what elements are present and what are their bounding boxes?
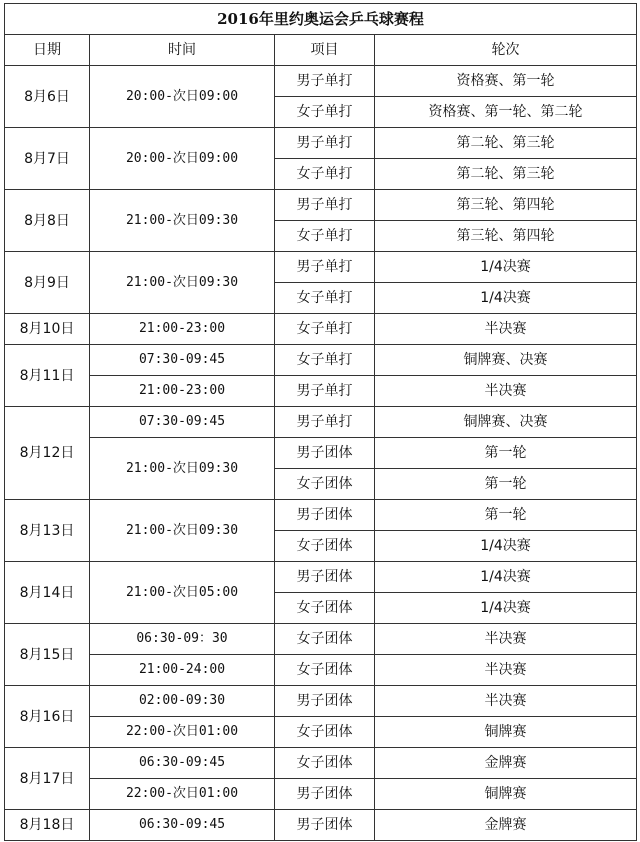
- date-cell: 8月15日: [5, 624, 90, 686]
- table-row: [5, 686, 637, 717]
- time-cell: 06:30-09:45: [90, 810, 275, 841]
- round-cell: 第二轮、第三轮: [375, 128, 637, 159]
- time-cell: 21:00-23:00: [90, 314, 275, 345]
- table-row: [5, 407, 637, 438]
- table-row: [5, 624, 637, 655]
- table-row: [5, 128, 637, 159]
- event-cell: 女子团体: [275, 717, 375, 748]
- table-row: [5, 717, 637, 748]
- event-cell: 男子单打: [275, 252, 375, 283]
- event-cell: 男子团体: [275, 779, 375, 810]
- time-cell: 20:00-次日09:00: [90, 66, 275, 128]
- header-date: 日期: [5, 35, 90, 66]
- event-cell: 女子单打: [275, 283, 375, 314]
- round-cell: 半决赛: [375, 376, 637, 407]
- event-cell: 女子单打: [275, 345, 375, 376]
- date-cell: 8月11日: [5, 345, 90, 407]
- round-cell: 第一轮: [375, 500, 637, 531]
- table-row: [5, 345, 637, 376]
- time-cell: 21:00-次日09:30: [90, 252, 275, 314]
- date-cell: 8月9日: [5, 252, 90, 314]
- event-cell: 女子单打: [275, 221, 375, 252]
- event-cell: 女子团体: [275, 531, 375, 562]
- time-cell: 02:00-09:30: [90, 686, 275, 717]
- round-cell: 半决赛: [375, 314, 637, 345]
- header-round: 轮次: [375, 35, 637, 66]
- date-cell: 8月7日: [5, 128, 90, 190]
- round-cell: 第一轮: [375, 438, 637, 469]
- table-row: [5, 376, 637, 407]
- time-cell: 07:30-09:45: [90, 407, 275, 438]
- event-cell: 男子单打: [275, 190, 375, 221]
- event-cell: 女子单打: [275, 159, 375, 190]
- time-cell: 06:30-09:45: [90, 748, 275, 779]
- time-cell: 20:00-次日09:00: [90, 128, 275, 190]
- table-row: [5, 655, 637, 686]
- event-cell: 男子单打: [275, 376, 375, 407]
- round-cell: 1/4决赛: [375, 593, 637, 624]
- round-cell: 1/4决赛: [375, 531, 637, 562]
- table-title: 2016年里约奥运会乒乓球赛程: [5, 4, 637, 35]
- round-cell: 铜牌赛、决赛: [375, 345, 637, 376]
- time-cell: 07:30-09:45: [90, 345, 275, 376]
- event-cell: 女子团体: [275, 624, 375, 655]
- round-cell: 第三轮、第四轮: [375, 221, 637, 252]
- round-cell: 金牌赛: [375, 810, 637, 841]
- table-row: [5, 779, 637, 810]
- event-cell: 男子团体: [275, 438, 375, 469]
- date-cell: 8月10日: [5, 314, 90, 345]
- time-cell: 21:00-次日09:30: [90, 190, 275, 252]
- time-cell: 21:00-次日05:00: [90, 562, 275, 624]
- round-cell: 铜牌赛: [375, 717, 637, 748]
- round-cell: 第一轮: [375, 469, 637, 500]
- header-time: 时间: [90, 35, 275, 66]
- event-cell: 女子单打: [275, 314, 375, 345]
- event-cell: 女子团体: [275, 469, 375, 500]
- round-cell: 1/4决赛: [375, 283, 637, 314]
- round-cell: 资格赛、第一轮、第二轮: [375, 97, 637, 128]
- date-cell: 8月14日: [5, 562, 90, 624]
- date-cell: 8月8日: [5, 190, 90, 252]
- event-cell: 男子团体: [275, 562, 375, 593]
- header-row: [5, 35, 637, 66]
- table-row: [5, 190, 637, 221]
- table-row: [5, 252, 637, 283]
- round-cell: 半决赛: [375, 624, 637, 655]
- date-cell: 8月12日: [5, 407, 90, 500]
- round-cell: 第三轮、第四轮: [375, 190, 637, 221]
- event-cell: 男子团体: [275, 810, 375, 841]
- table-row: [5, 500, 637, 531]
- round-cell: 第二轮、第三轮: [375, 159, 637, 190]
- time-cell: 22:00-次日01:00: [90, 779, 275, 810]
- table-row: [5, 314, 637, 345]
- event-cell: 男子单打: [275, 407, 375, 438]
- time-cell: 21:00-24:00: [90, 655, 275, 686]
- event-cell: 女子团体: [275, 655, 375, 686]
- date-cell: 8月16日: [5, 686, 90, 748]
- schedule-table: [4, 3, 637, 841]
- round-cell: 1/4决赛: [375, 252, 637, 283]
- round-cell: 金牌赛: [375, 748, 637, 779]
- event-cell: 男子团体: [275, 686, 375, 717]
- date-cell: 8月17日: [5, 748, 90, 810]
- table-row: [5, 438, 637, 469]
- table-row: [5, 562, 637, 593]
- date-cell: 8月13日: [5, 500, 90, 562]
- time-cell: 22:00-次日01:00: [90, 717, 275, 748]
- table-row: [5, 748, 637, 779]
- table-row: [5, 810, 637, 841]
- event-cell: 女子单打: [275, 97, 375, 128]
- round-cell: 半决赛: [375, 655, 637, 686]
- date-cell: 8月6日: [5, 66, 90, 128]
- round-cell: 半决赛: [375, 686, 637, 717]
- event-cell: 男子团体: [275, 500, 375, 531]
- title-row: [5, 4, 637, 35]
- time-cell: 21:00-次日09:30: [90, 500, 275, 562]
- date-cell: 8月18日: [5, 810, 90, 841]
- event-cell: 男子单打: [275, 66, 375, 97]
- time-cell: 06:30-09：30: [90, 624, 275, 655]
- table-row: [5, 66, 637, 97]
- time-cell: 21:00-次日09:30: [90, 438, 275, 500]
- round-cell: 1/4决赛: [375, 562, 637, 593]
- time-cell: 21:00-23:00: [90, 376, 275, 407]
- round-cell: 铜牌赛: [375, 779, 637, 810]
- event-cell: 女子团体: [275, 748, 375, 779]
- event-cell: 男子单打: [275, 128, 375, 159]
- round-cell: 资格赛、第一轮: [375, 66, 637, 97]
- event-cell: 女子团体: [275, 593, 375, 624]
- header-event: 项目: [275, 35, 375, 66]
- round-cell: 铜牌赛、决赛: [375, 407, 637, 438]
- schedule-body: [5, 66, 637, 841]
